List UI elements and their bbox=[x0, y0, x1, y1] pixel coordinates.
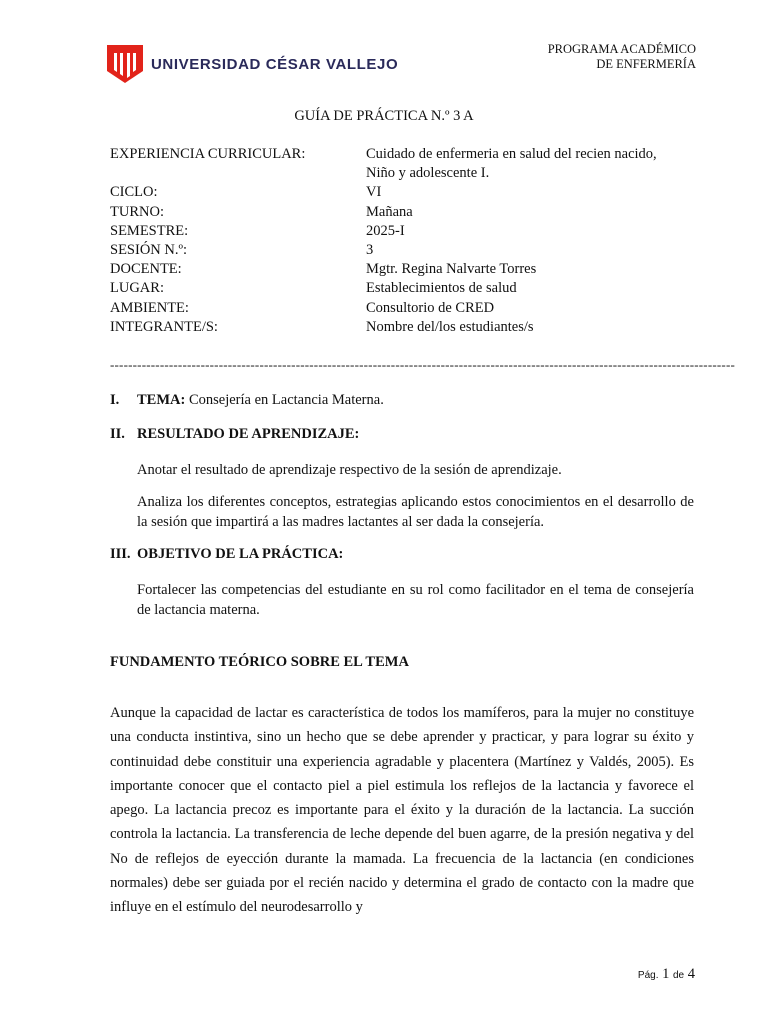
section-label: OBJETIVO DE LA PRÁCTICA: bbox=[137, 546, 344, 562]
info-row bbox=[110, 299, 696, 318]
section-tema bbox=[110, 392, 695, 409]
info-row bbox=[110, 145, 696, 164]
section-objetivo bbox=[110, 546, 695, 563]
info-value: 3 bbox=[366, 242, 374, 259]
logo-text: UNIVERSIDAD CÉSAR VALLEJO bbox=[151, 55, 399, 73]
info-value: Niño y adolescente I. bbox=[366, 165, 490, 182]
info-row bbox=[110, 279, 696, 298]
page-of-label: de bbox=[673, 970, 685, 981]
info-label: CICLO: bbox=[110, 184, 158, 201]
info-value: Nombre del/los estudiantes/s bbox=[366, 318, 534, 335]
info-value: Cuidado de enfermeria en salud del recien nacido, bbox=[366, 146, 657, 162]
info-row bbox=[110, 260, 696, 279]
fundamento-heading: FUNDAMENTO TEÓRICO SOBRE EL TEMA bbox=[110, 654, 409, 670]
info-label: SESIÓN N.º: bbox=[110, 242, 188, 259]
program-name bbox=[548, 42, 696, 72]
program-line-2: DE ENFERMERÍA bbox=[596, 57, 696, 71]
section-number: II. bbox=[110, 426, 125, 442]
info-row bbox=[110, 241, 696, 260]
info-label: TURNO: bbox=[110, 203, 164, 220]
info-value: Mgtr. Regina Nalvarte Torres bbox=[366, 261, 537, 278]
program-line-1: PROGRAMA ACADÉMICO bbox=[547, 42, 696, 56]
info-row bbox=[110, 318, 696, 337]
info-label: LUGAR: bbox=[110, 280, 164, 297]
info-row bbox=[110, 164, 696, 183]
section-number: I. bbox=[110, 392, 120, 408]
info-value: Establecimientos de salud bbox=[366, 280, 517, 297]
info-row bbox=[110, 203, 696, 222]
info-label bbox=[110, 164, 366, 183]
info-row bbox=[110, 222, 696, 241]
info-label: AMBIENTE: bbox=[110, 299, 189, 316]
university-logo bbox=[107, 45, 398, 83]
paragraph: Anotar el resultado de aprendizaje respectivo de la sesión de aprendizaje. bbox=[137, 462, 562, 478]
page-number: 1 bbox=[662, 966, 670, 982]
university-shield-icon bbox=[107, 45, 143, 83]
info-label: EXPERIENCIA CURRICULAR: bbox=[110, 146, 306, 162]
fundamento-body: Aunque la capacidad de lactar es característica de todos los mamíferos, para la mujer no constituye una conducta instintiva, sino un hecho que se debe aprender y practicar, y para lograr su éxito y continuidad debe constituir una experiencia agradable y placentera (Martínez y Valdés, 2005). Es importante conocer que el contacto piel a piel estimula los reflejos de la lactancia y favorece el apego. La lactancia precoz es importante para el éxito y la duración de la lactancia. La succión controla la lactancia. La transferencia de leche depende del buen agarre, de la presión negativa y del No de reflejos de eyección durante la mamada. La frecuencia de la lactancia (en condiciones normales) debe ser guiada por el recién nacido y determina el grado de contacto con la madre que influye en el estímulo del neurodesarrollo y bbox=[110, 705, 694, 916]
info-value: 2025-I bbox=[366, 222, 405, 239]
section-text: Consejería en Lactancia Materna. bbox=[188, 392, 384, 408]
course-info-table bbox=[110, 145, 696, 337]
info-value: Consultorio de CRED bbox=[366, 299, 495, 316]
paragraph: Fortalecer las competencias del estudiante en su rol como facilitador en el tema de consejería de lactancia materna. bbox=[137, 582, 694, 618]
section-number: III. bbox=[110, 546, 131, 562]
info-row bbox=[110, 183, 696, 202]
section-label: TEMA: bbox=[137, 392, 186, 408]
section-resultado bbox=[110, 426, 695, 443]
info-label: INTEGRANTE/S: bbox=[110, 318, 218, 335]
page-footer bbox=[638, 966, 695, 983]
info-value: VI bbox=[366, 184, 382, 201]
page-total: 4 bbox=[687, 966, 695, 982]
info-label: DOCENTE: bbox=[110, 261, 182, 278]
info-value: Mañana bbox=[366, 203, 413, 220]
guide-title: GUÍA DE PRÁCTICA N.º 3 A bbox=[294, 108, 474, 124]
dashed-separator: ------------------------------------------------------------------------------------------------------------------------------------------ bbox=[110, 357, 736, 372]
section-label: RESULTADO DE APRENDIZAJE: bbox=[137, 426, 360, 442]
paragraph: Analiza los diferentes conceptos, estrategias aplicando estos conocimientos en el desarrollo de la sesión que impartirá a las madres lactantes al ser dada la consejería. bbox=[137, 494, 694, 530]
info-label: SEMESTRE: bbox=[110, 222, 189, 239]
page-label: Pág. bbox=[637, 970, 659, 981]
